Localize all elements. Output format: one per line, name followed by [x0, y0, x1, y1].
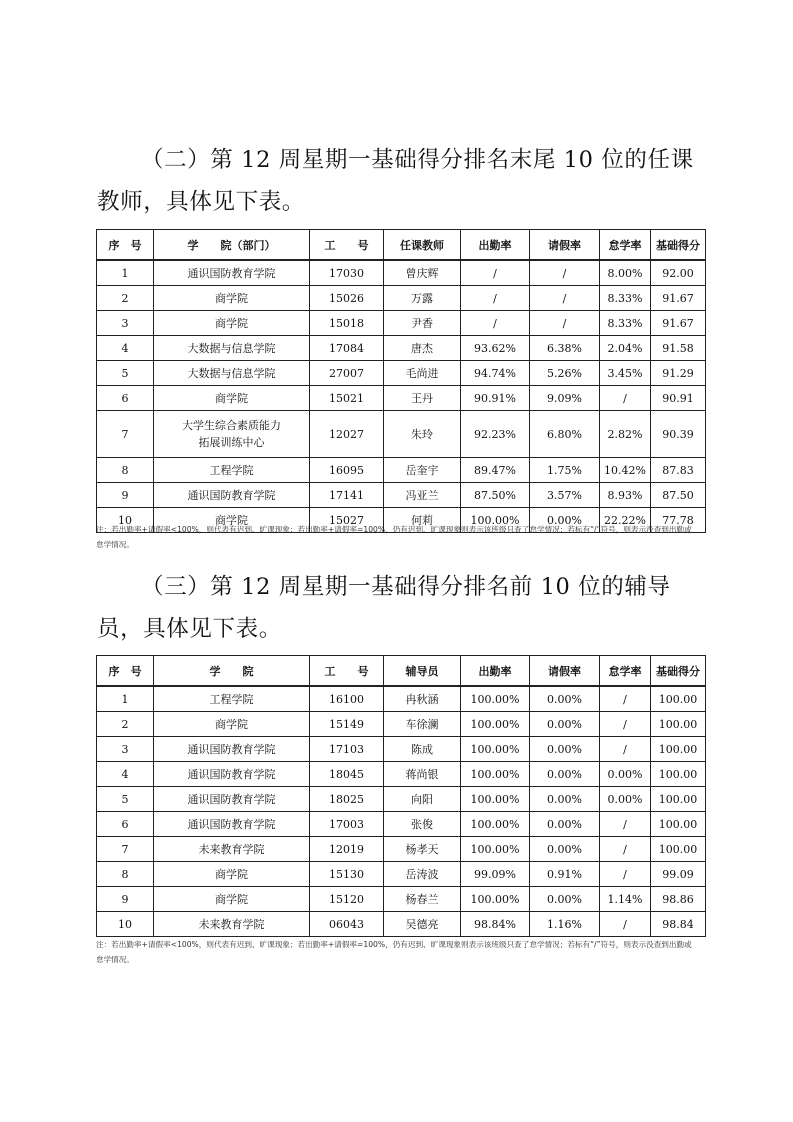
- cell-staff-id: 17030: [310, 260, 384, 286]
- cell-attendance-rate: 100.00%: [461, 762, 530, 787]
- table-row: [97, 837, 706, 862]
- table-row: [97, 458, 706, 483]
- cell-name: 冉秋涵: [384, 686, 461, 712]
- table-row: [97, 311, 706, 336]
- table-row: [97, 336, 706, 361]
- cell-index: 4: [97, 336, 154, 361]
- cell-attendance-rate: 92.23%: [461, 411, 530, 458]
- col-header-idle-rate: 怠学率: [600, 656, 651, 687]
- cell-college: 商学院: [154, 508, 310, 533]
- table-note: 注：若出勤率+请假率<100%，则代表有迟到、旷课现象；若出勤率+请假率=100%，仍有迟到、旷课现象则表示该班级只查了怠学情况；若标有“/”符号，则表示没查到出勤或怠学情况。: [96, 940, 692, 964]
- cell-idle-rate: 8.00%: [600, 260, 651, 286]
- cell-leave-rate: 0.00%: [530, 887, 600, 912]
- cell-idle-rate: 10.42%: [600, 458, 651, 483]
- cell-name: 万露: [384, 286, 461, 311]
- cell-college: 工程学院: [154, 686, 310, 712]
- cell-base-score: 100.00: [651, 837, 706, 862]
- cell-college: 通识国防教育学院: [154, 260, 310, 286]
- cell-base-score: 87.83: [651, 458, 706, 483]
- cell-base-score: 100.00: [651, 712, 706, 737]
- cell-leave-rate: 0.91%: [530, 862, 600, 887]
- cell-idle-rate: 3.45%: [600, 361, 651, 386]
- col-header-idle-rate: 怠学率: [600, 230, 651, 261]
- bottom-10-teachers-table: [96, 229, 706, 533]
- cell-index: 6: [97, 386, 154, 411]
- cell-staff-id: 15130: [310, 862, 384, 887]
- cell-college: 未来教育学院: [154, 912, 310, 937]
- cell-leave-rate: 1.16%: [530, 912, 600, 937]
- cell-college: 商学院: [154, 286, 310, 311]
- cell-index: 3: [97, 311, 154, 336]
- cell-index: 5: [97, 361, 154, 386]
- cell-staff-id: 12027: [310, 411, 384, 458]
- cell-attendance-rate: 100.00%: [461, 508, 530, 533]
- cell-index: 8: [97, 458, 154, 483]
- cell-index: 2: [97, 286, 154, 311]
- cell-leave-rate: /: [530, 260, 600, 286]
- cell-staff-id: 17141: [310, 483, 384, 508]
- cell-idle-rate: 8.33%: [600, 286, 651, 311]
- cell-attendance-rate: 100.00%: [461, 837, 530, 862]
- cell-name: 唐杰: [384, 336, 461, 361]
- col-header-attendance-rate: 出勤率: [461, 656, 530, 687]
- cell-idle-rate: 22.22%: [600, 508, 651, 533]
- cell-leave-rate: 6.80%: [530, 411, 600, 458]
- table-row: [97, 260, 706, 286]
- cell-attendance-rate: 100.00%: [461, 887, 530, 912]
- cell-college: 商学院: [154, 862, 310, 887]
- cell-name: 陈成: [384, 737, 461, 762]
- table-body: [97, 260, 706, 533]
- cell-staff-id: 15149: [310, 712, 384, 737]
- cell-base-score: 91.29: [651, 361, 706, 386]
- cell-idle-rate: /: [600, 862, 651, 887]
- cell-attendance-rate: /: [461, 311, 530, 336]
- cell-name: 尹香: [384, 311, 461, 336]
- cell-idle-rate: /: [600, 686, 651, 712]
- cell-base-score: 91.58: [651, 336, 706, 361]
- cell-leave-rate: 9.09%: [530, 386, 600, 411]
- table-row: [97, 686, 706, 712]
- cell-index: 1: [97, 686, 154, 712]
- table-row: [97, 411, 706, 458]
- cell-leave-rate: 0.00%: [530, 712, 600, 737]
- col-header-index: 序 号: [97, 656, 154, 687]
- cell-staff-id: 17103: [310, 737, 384, 762]
- cell-college: 未来教育学院: [154, 837, 310, 862]
- cell-base-score: 98.86: [651, 887, 706, 912]
- col-header-leave-rate: 请假率: [530, 656, 600, 687]
- cell-index: 10: [97, 912, 154, 937]
- cell-leave-rate: 0.00%: [530, 787, 600, 812]
- cell-staff-id: 17084: [310, 336, 384, 361]
- cell-idle-rate: 0.00%: [600, 762, 651, 787]
- section-2-heading: （二）第 12 周星期一基础得分排名末尾 10 位的任课教师，具体见下表。: [97, 147, 694, 215]
- cell-name: 毛尚进: [384, 361, 461, 386]
- table-row: [97, 762, 706, 787]
- table-body: [97, 686, 706, 937]
- cell-name: 蒋尚银: [384, 762, 461, 787]
- cell-name: 杨春兰: [384, 887, 461, 912]
- table-row: [97, 712, 706, 737]
- table-row: [97, 812, 706, 837]
- cell-name: 朱玲: [384, 411, 461, 458]
- cell-idle-rate: /: [600, 912, 651, 937]
- cell-leave-rate: 3.57%: [530, 483, 600, 508]
- col-header-teacher: 任课教师: [384, 230, 461, 261]
- cell-base-score: 100.00: [651, 787, 706, 812]
- cell-idle-rate: /: [600, 837, 651, 862]
- cell-attendance-rate: 87.50%: [461, 483, 530, 508]
- col-header-staff-id: 工 号: [310, 656, 384, 687]
- cell-staff-id: 12019: [310, 837, 384, 862]
- table-row: [97, 862, 706, 887]
- cell-attendance-rate: 99.09%: [461, 862, 530, 887]
- cell-idle-rate: 8.93%: [600, 483, 651, 508]
- cell-staff-id: 27007: [310, 361, 384, 386]
- cell-attendance-rate: 94.74%: [461, 361, 530, 386]
- cell-index: 2: [97, 712, 154, 737]
- cell-attendance-rate: 100.00%: [461, 712, 530, 737]
- cell-leave-rate: 0.00%: [530, 686, 600, 712]
- cell-leave-rate: 5.26%: [530, 361, 600, 386]
- table-row: [97, 887, 706, 912]
- table-row: [97, 386, 706, 411]
- cell-idle-rate: 0.00%: [600, 787, 651, 812]
- cell-college: 大学生综合素质能力 拓展训练中心: [154, 411, 310, 458]
- cell-base-score: 91.67: [651, 286, 706, 311]
- col-header-index: 序 号: [97, 230, 154, 261]
- cell-attendance-rate: /: [461, 260, 530, 286]
- cell-attendance-rate: 100.00%: [461, 686, 530, 712]
- cell-index: 8: [97, 862, 154, 887]
- cell-leave-rate: 0.00%: [530, 508, 600, 533]
- cell-name: 何莉: [384, 508, 461, 533]
- col-header-college: 学 院（部门）: [154, 230, 310, 261]
- cell-leave-rate: 0.00%: [530, 737, 600, 762]
- cell-leave-rate: 0.00%: [530, 812, 600, 837]
- cell-college: 工程学院: [154, 458, 310, 483]
- cell-name: 张俊: [384, 812, 461, 837]
- cell-idle-rate: 2.82%: [600, 411, 651, 458]
- cell-base-score: 90.91: [651, 386, 706, 411]
- cell-college: 通识国防教育学院: [154, 787, 310, 812]
- cell-idle-rate: 1.14%: [600, 887, 651, 912]
- cell-attendance-rate: 100.00%: [461, 737, 530, 762]
- table-note: 注：若出勤率+请假率<100%，则代表有迟到、旷课现象；若出勤率+请假率=100%，仍有迟到、旷课现象则表示该班级只查了怠学情况；若标有“/”符号，则表示没查到出勤或怠学情况。: [96, 525, 692, 549]
- cell-college: 通识国防教育学院: [154, 812, 310, 837]
- cell-index: 3: [97, 737, 154, 762]
- cell-staff-id: 18045: [310, 762, 384, 787]
- cell-leave-rate: 6.38%: [530, 336, 600, 361]
- cell-base-score: 91.67: [651, 311, 706, 336]
- table-header-row: [97, 656, 706, 687]
- cell-leave-rate: /: [530, 311, 600, 336]
- table-row: [97, 787, 706, 812]
- cell-base-score: 100.00: [651, 686, 706, 712]
- cell-index: 6: [97, 812, 154, 837]
- cell-idle-rate: 2.04%: [600, 336, 651, 361]
- section-3-heading: （三）第 12 周星期一基础得分排名前 10 位的辅导员，具体见下表。: [97, 574, 671, 642]
- col-header-counselor: 辅导员: [384, 656, 461, 687]
- cell-base-score: 92.00: [651, 260, 706, 286]
- table-header-row: [97, 230, 706, 261]
- cell-staff-id: 15026: [310, 286, 384, 311]
- table-row: [97, 912, 706, 937]
- cell-idle-rate: /: [600, 386, 651, 411]
- cell-base-score: 90.39: [651, 411, 706, 458]
- cell-idle-rate: /: [600, 737, 651, 762]
- cell-attendance-rate: 98.84%: [461, 912, 530, 937]
- cell-attendance-rate: /: [461, 286, 530, 311]
- cell-base-score: 100.00: [651, 762, 706, 787]
- cell-index: 4: [97, 762, 154, 787]
- cell-index: 7: [97, 837, 154, 862]
- cell-idle-rate: 8.33%: [600, 311, 651, 336]
- col-header-base-score: 基础得分: [651, 230, 706, 261]
- cell-college: 大数据与信息学院: [154, 361, 310, 386]
- cell-staff-id: 17003: [310, 812, 384, 837]
- table-row: [97, 286, 706, 311]
- cell-staff-id: 18025: [310, 787, 384, 812]
- cell-base-score: 98.84: [651, 912, 706, 937]
- cell-attendance-rate: 89.47%: [461, 458, 530, 483]
- col-header-leave-rate: 请假率: [530, 230, 600, 261]
- cell-staff-id: 15018: [310, 311, 384, 336]
- cell-staff-id: 15021: [310, 386, 384, 411]
- cell-name: 曾庆辉: [384, 260, 461, 286]
- cell-name: 杨孝天: [384, 837, 461, 862]
- cell-index: 5: [97, 787, 154, 812]
- cell-leave-rate: /: [530, 286, 600, 311]
- top-10-counselors-table: [96, 655, 706, 937]
- cell-attendance-rate: 90.91%: [461, 386, 530, 411]
- table-row: [97, 483, 706, 508]
- cell-staff-id: 06043: [310, 912, 384, 937]
- cell-staff-id: 15120: [310, 887, 384, 912]
- cell-leave-rate: 0.00%: [530, 837, 600, 862]
- col-header-staff-id: 工 号: [310, 230, 384, 261]
- cell-name: 岳奎宇: [384, 458, 461, 483]
- cell-attendance-rate: 93.62%: [461, 336, 530, 361]
- cell-college: 通识国防教育学院: [154, 483, 310, 508]
- cell-name: 岳涛波: [384, 862, 461, 887]
- col-header-attendance-rate: 出勤率: [461, 230, 530, 261]
- cell-index: 10: [97, 508, 154, 533]
- cell-leave-rate: 1.75%: [530, 458, 600, 483]
- table-row: [97, 737, 706, 762]
- cell-base-score: 100.00: [651, 812, 706, 837]
- cell-name: 冯亚兰: [384, 483, 461, 508]
- cell-index: 9: [97, 887, 154, 912]
- cell-college: 商学院: [154, 887, 310, 912]
- cell-college: 通识国防教育学院: [154, 737, 310, 762]
- cell-college: 商学院: [154, 712, 310, 737]
- cell-leave-rate: 0.00%: [530, 762, 600, 787]
- cell-college: 大数据与信息学院: [154, 336, 310, 361]
- cell-base-score: 77.78: [651, 508, 706, 533]
- cell-staff-id: 16100: [310, 686, 384, 712]
- cell-name: 车徐澜: [384, 712, 461, 737]
- col-header-college: 学 院: [154, 656, 310, 687]
- cell-college: 通识国防教育学院: [154, 762, 310, 787]
- cell-staff-id: 15027: [310, 508, 384, 533]
- cell-base-score: 99.09: [651, 862, 706, 887]
- cell-name: 王丹: [384, 386, 461, 411]
- cell-base-score: 100.00: [651, 737, 706, 762]
- cell-staff-id: 16095: [310, 458, 384, 483]
- cell-index: 7: [97, 411, 154, 458]
- cell-name: 吴德亮: [384, 912, 461, 937]
- cell-base-score: 87.50: [651, 483, 706, 508]
- cell-college: 商学院: [154, 311, 310, 336]
- cell-index: 9: [97, 483, 154, 508]
- cell-attendance-rate: 100.00%: [461, 812, 530, 837]
- cell-idle-rate: /: [600, 812, 651, 837]
- col-header-base-score: 基础得分: [651, 656, 706, 687]
- cell-college: 商学院: [154, 386, 310, 411]
- table-row: [97, 361, 706, 386]
- cell-attendance-rate: 100.00%: [461, 787, 530, 812]
- cell-index: 1: [97, 260, 154, 286]
- cell-name: 向阳: [384, 787, 461, 812]
- cell-idle-rate: /: [600, 712, 651, 737]
